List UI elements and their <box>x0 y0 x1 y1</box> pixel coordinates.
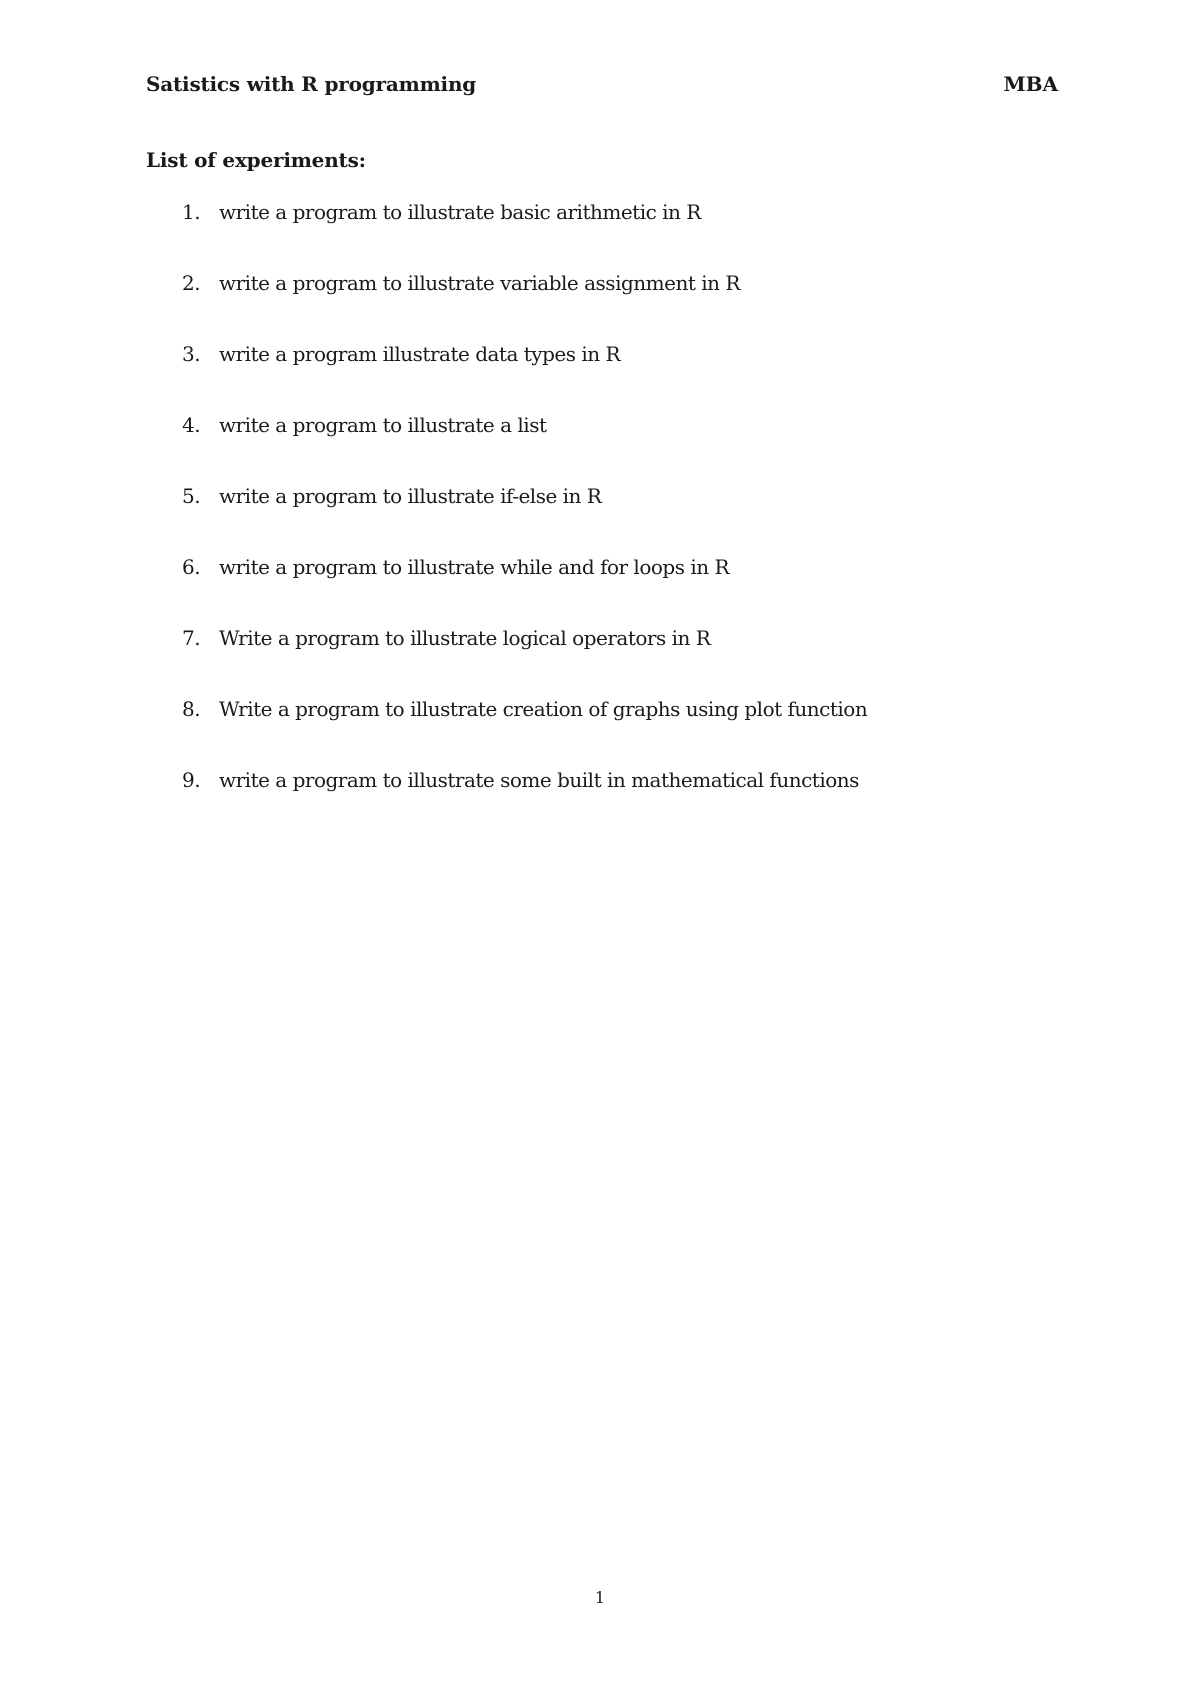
item-number: 2. <box>182 271 201 295</box>
item-text: write a program to illustrate basic arithmetic in R <box>219 200 701 224</box>
page-number: 1 <box>594 1588 606 1607</box>
item-number: 1. <box>182 200 201 224</box>
item-text: write a program to illustrate some built in mathematical functions <box>219 768 859 792</box>
item-number: 9. <box>182 768 201 792</box>
document-title: Satistics with R programming <box>146 72 477 96</box>
item-text: write a program to illustrate variable assignment in R <box>219 271 740 295</box>
course-label: MBA <box>1003 72 1058 96</box>
item-number: 4. <box>182 413 201 437</box>
item-text: write a program to illustrate if-else in R <box>219 484 602 508</box>
item-number: 3. <box>182 342 201 366</box>
item-text: write a program to illustrate a list <box>219 413 547 437</box>
item-text: Write a program to illustrate logical operators in R <box>219 626 711 650</box>
section-heading: List of experiments: <box>146 148 366 172</box>
item-text: Write a program to illustrate creation of graphs using plot function <box>219 697 868 721</box>
item-number: 8. <box>182 697 201 721</box>
item-text: write a program to illustrate while and for loops in R <box>219 555 730 579</box>
item-number: 5. <box>182 484 201 508</box>
item-number: 6. <box>182 555 201 579</box>
page-header <box>146 72 1058 104</box>
item-text: write a program illustrate data types in R <box>219 342 621 366</box>
item-number: 7. <box>182 626 201 650</box>
